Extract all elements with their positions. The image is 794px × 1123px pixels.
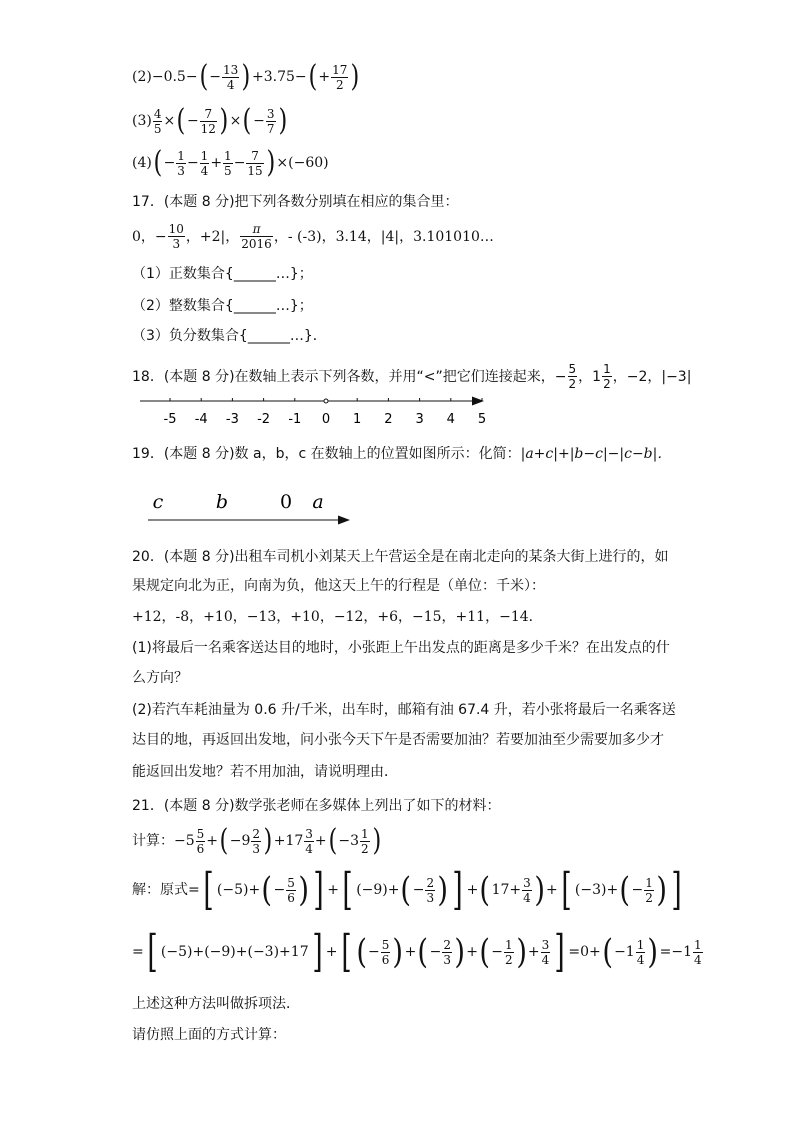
q19-label-c: c (152, 491, 164, 513)
q20-line1: 20．(本题 8 分)出租车司机小刘某天上午营运全是在南北走向的某条大街上进行的，如 (132, 549, 669, 565)
q20-part1-cont: 么方向？ (132, 670, 188, 686)
q19-stem: 19．(本题 8 分)数 a，b，c 在数轴上的位置如图所示：化简：|a+c|+|b−c|−|c−b|． (132, 446, 672, 462)
q20-part1: (1)将最后一名乘客送达目的地时，小张距上午出发点的距离是多少千米？在出发点的什 (132, 640, 670, 656)
q18-tick-label: 2 (384, 412, 393, 427)
q20-part2-cont1: 达目的地，再返回出发地，问小张今天下午是否需要加油？若要加油至少需要加多少才 (132, 732, 664, 748)
q17-numbers: 0，− $\frac{10}{3}$ ，+2|， $\frac{\pi}{2016}$ ，- (-3)，3.14，|4|，3.101010… (132, 222, 494, 251)
q18-tick-label: -2 (257, 412, 271, 427)
q18-tick-label: -3 (225, 412, 239, 427)
q18-tick-label: 1 (353, 412, 362, 427)
q16-part4: (4)(− $\frac{1}{3}$ − $\frac{1}{4}$ + $\frac{1}{5}$ − $\frac{7}{15}$ )×(−60) (132, 145, 329, 180)
q18-tick-label: 4 (446, 412, 455, 427)
q17-sub2: （2）整数集合{______…}； (132, 298, 313, 314)
q19-number-line (0, 486, 794, 536)
q18-origin-mark (324, 399, 328, 403)
q21-solution-line2: =[ (−5)+(−9)+(−3)+17] +[ (− $\frac{5}{6}$ )+(− $\frac{2}{3}$ )+(− $\frac{1}{2}$ )+ $\frac{3}{4}$ ] =0+(−1 $\frac{1}{4}$ )=−1 $\frac{1}{4}$ (132, 926, 702, 977)
q17-stem: 17．(本题 8 分)把下列各数分别填在相应的集合里： (132, 194, 459, 210)
q21-calc: 计算：−5 $\frac{5}{6}$ +(−9 $\frac{2}{3}$ )+17 $\frac{3}{4}$ +(−3 $\frac{1}{2}$ ) (132, 823, 381, 858)
q18-tick-label: 0 (321, 412, 331, 427)
q16-part3: (3) $\frac{4}{5}$ ×(− $\frac{7}{12}$ )×(− $\frac{3}{7}$ ) (132, 103, 287, 138)
q17-sub3: （3）负分数集合{______…}． (132, 328, 327, 344)
q19-label-a: a (312, 491, 324, 513)
q18-number-line (0, 392, 794, 432)
q21-imitate-prompt: 请仿照上面的方式计算： (132, 1027, 286, 1043)
q21-solution-line1: 解：原式=[ (−5)+(− $\frac{5}{6}$ ) ] +[ (−9)+(− $\frac{2}{3}$ ) ] +(17+ $\frac{3}{4}$ )+[ (−3)+(− $\frac{1}{2}$ ) ] (132, 864, 682, 915)
q18-tick-label: -4 (194, 412, 208, 427)
q18-tick-label: -1 (288, 412, 302, 427)
q20-part2: (2)若汽车耗油量为 0.6 升/千米，出车时，邮箱有油 67.4 升，若小张将最后一名乘客送 (132, 702, 676, 718)
q18-tick-label: 5 (477, 412, 487, 427)
q16-part2: (2)−0.5−(− $\frac{13}{4}$ )+3.75−(+ $\frac{17}{2}$ ) (132, 59, 360, 94)
q21-stem: 21．(本题 8 分)数学张老师在多媒体上列出了如下的材料： (132, 798, 501, 814)
q17-sub1: （1）正数集合{______…}； (132, 266, 313, 282)
q18-tick-label: 3 (415, 412, 424, 427)
q21-method-note: 上述这种方法叫做拆项法． (132, 996, 300, 1012)
q20-part2-cont2: 能返回出发地？若不用加油，请说明理由． (132, 764, 398, 780)
q20-trips: +12，-8，+10，−13，+10，−12，+6，−15，+11，−14． (132, 609, 543, 625)
q19-label-b: b (215, 491, 229, 513)
q20-line2: 果规定向北为正，向南为负，他这天上午的行程是（单位：千米）： (132, 578, 545, 594)
q18-tick-label: -5 (163, 412, 177, 427)
q18-stem: 18．(本题 8 分)在数轴上表示下列各数，并用“<”把它们连接起来，− $\frac{5}{2}$ ，1 $\frac{1}{2}$ ，−2，|−3| (132, 362, 692, 391)
q19-label-0: 0 (279, 491, 293, 513)
